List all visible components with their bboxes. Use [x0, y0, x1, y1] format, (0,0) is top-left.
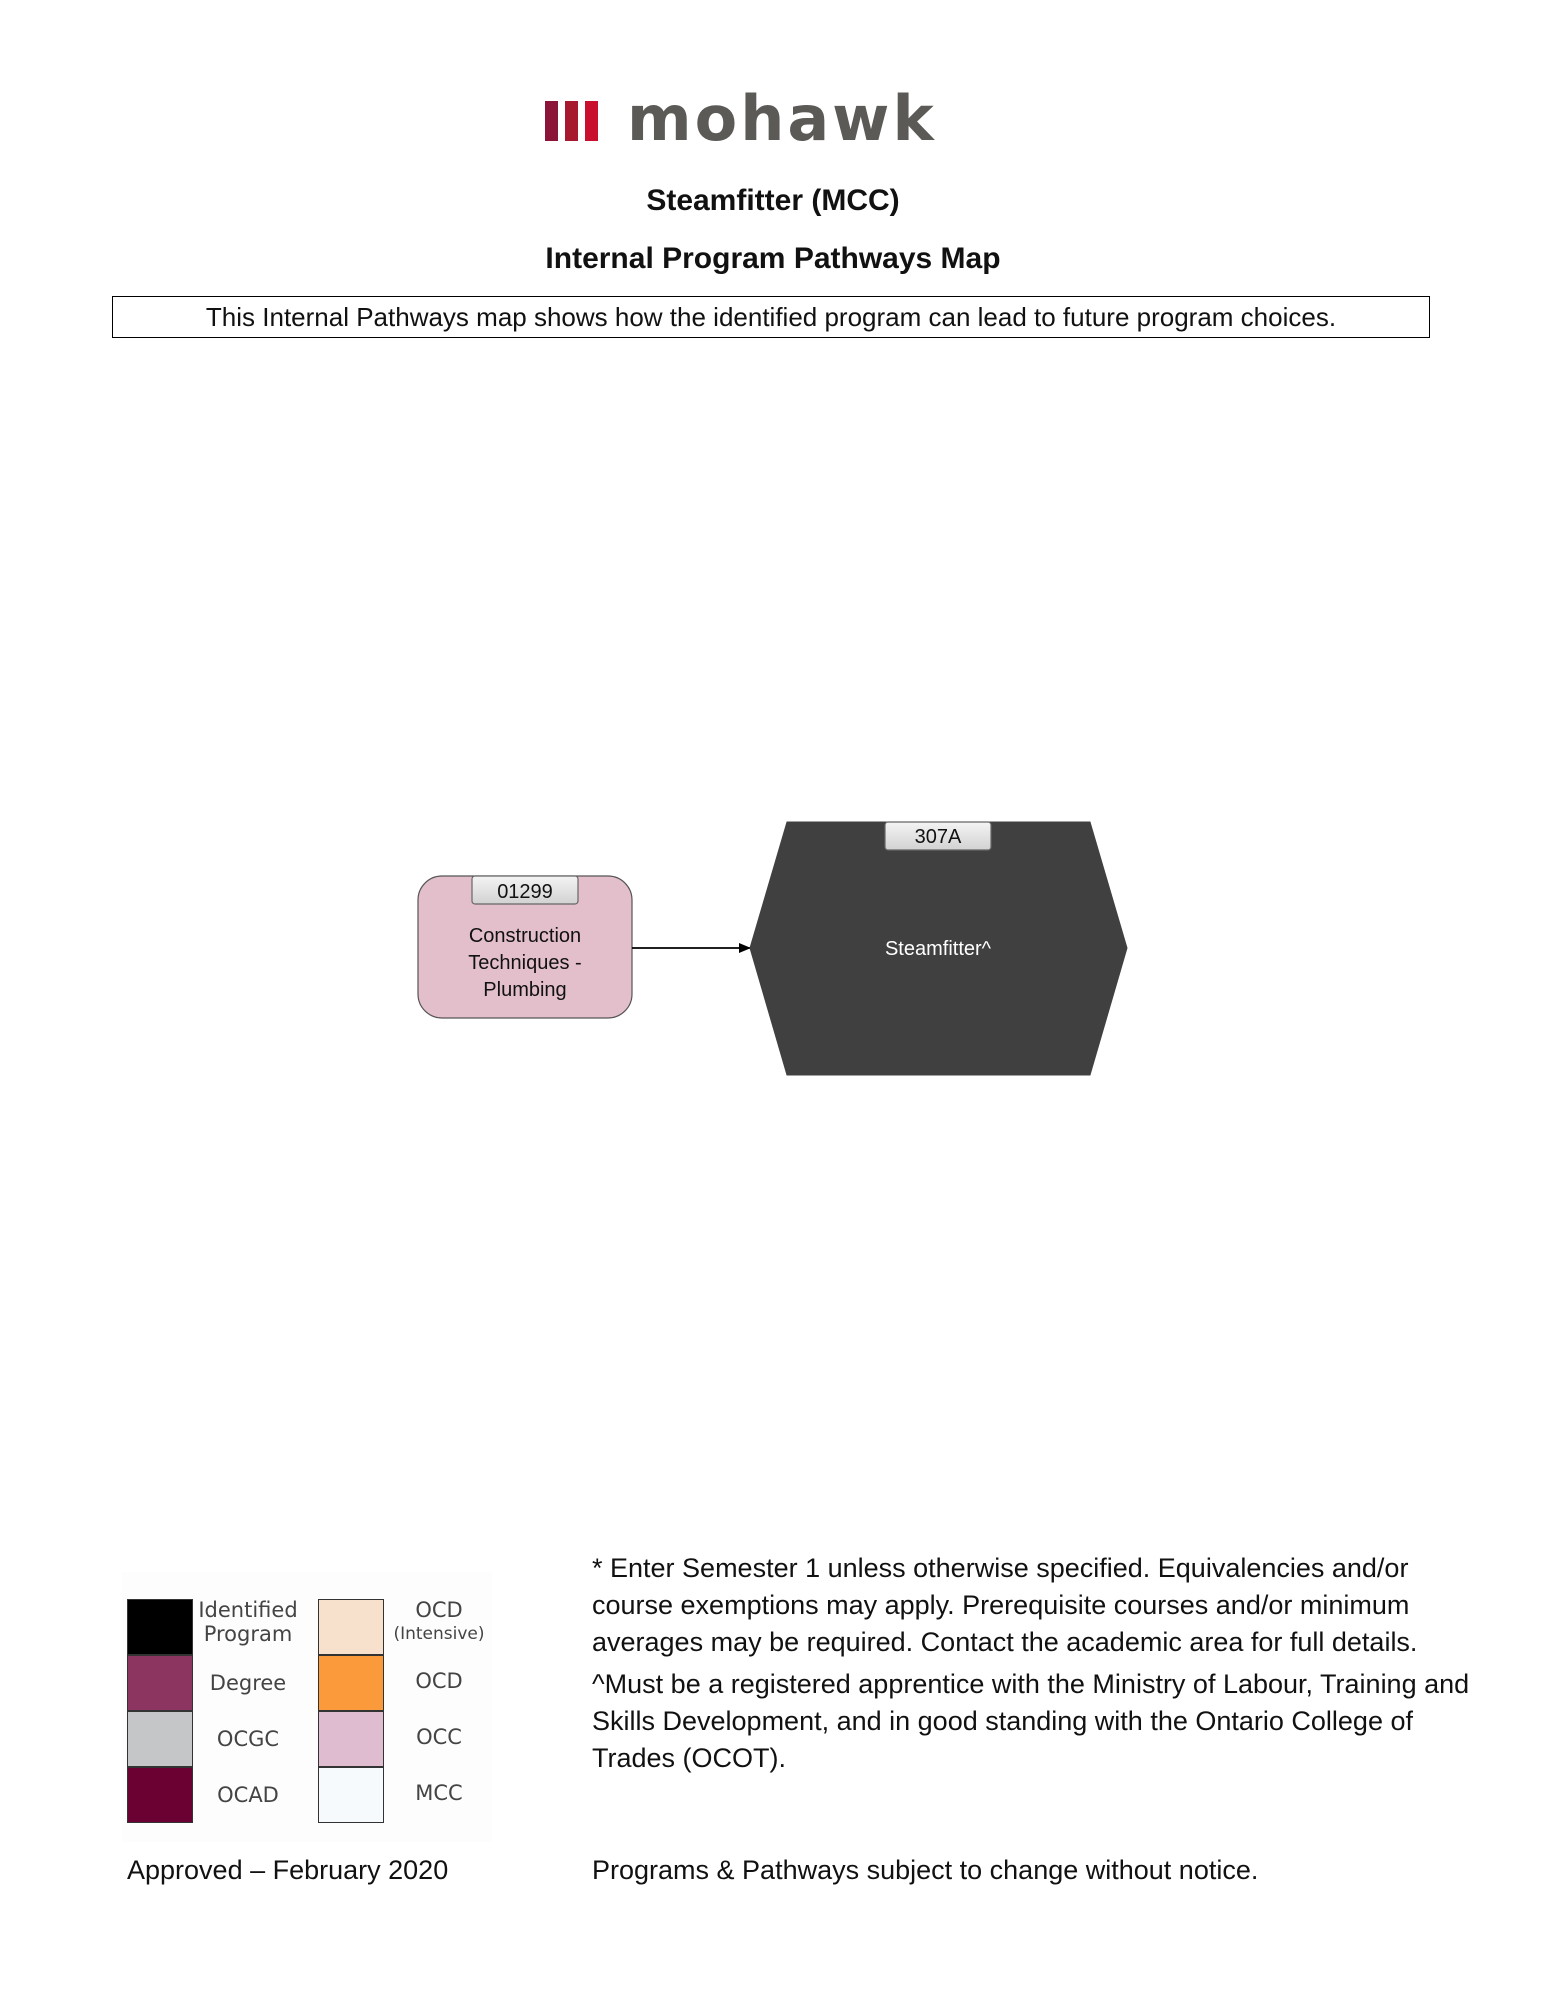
legend-swatch-ocd-intensive: [318, 1599, 384, 1655]
source-code: 01299: [497, 881, 553, 903]
legend-label-identified-program: Identified Program: [198, 1598, 298, 1646]
logo-wordmark: mohawk: [627, 82, 937, 155]
source-program-node[interactable]: [418, 876, 632, 1018]
target-label: Steamfitter^: [884, 938, 992, 960]
legend-label-occ: OCC: [416, 1725, 462, 1749]
legend-label-ocad: OCAD: [217, 1783, 279, 1807]
map-title: Internal Program Pathways Map: [545, 242, 1001, 275]
source-label-line-3: Plumbing: [483, 979, 567, 1001]
legend-swatch-degree: [127, 1655, 193, 1711]
legend-swatch-ocd: [318, 1655, 384, 1711]
apprentice-note: ^Must be a registered apprentice with the Ministry of Labour, Training and Skills Development, and in good standing with the Ontario College of Trades (OCOT).: [592, 1669, 1470, 1773]
legend-label-ocgc: OCGC: [216, 1727, 280, 1751]
program-type-legend: [122, 1572, 492, 1842]
source-label-line-2: Techniques -: [468, 952, 582, 974]
source-label-line-1: Construction: [468, 925, 582, 947]
target-code: 307A: [914, 826, 962, 848]
legend-swatch-identified-program: [127, 1599, 193, 1655]
legend-swatch-ocgc: [127, 1711, 193, 1767]
identified-program-node[interactable]: [750, 822, 1127, 1075]
change-disclaimer: Programs & Pathways subject to change without notice.: [592, 1855, 1259, 1885]
legend-swatch-ocad: [127, 1767, 193, 1823]
legend-swatch-mcc: [318, 1767, 384, 1823]
legend-label-degree: Degree: [209, 1671, 287, 1695]
intro-text: This Internal Pathways map shows how the identified program can lead to future program choices.: [205, 301, 1337, 332]
legend-label-ocd-intensive: OCD (Intensive): [393, 1598, 485, 1644]
semester-note: * Enter Semester 1 unless otherwise specified. Equivalencies and/or course exemptions may apply. Prerequisite courses and/or minimum averages may be required. Contact the academic area for full details.: [592, 1553, 1418, 1657]
legend-label-mcc: MCC: [415, 1781, 463, 1805]
legend-label-ocd: OCD: [415, 1669, 463, 1693]
program-title: Steamfitter (MCC): [646, 184, 900, 217]
legend-swatch-occ: [318, 1711, 384, 1767]
approval-date: Approved – February 2020: [127, 1855, 449, 1885]
